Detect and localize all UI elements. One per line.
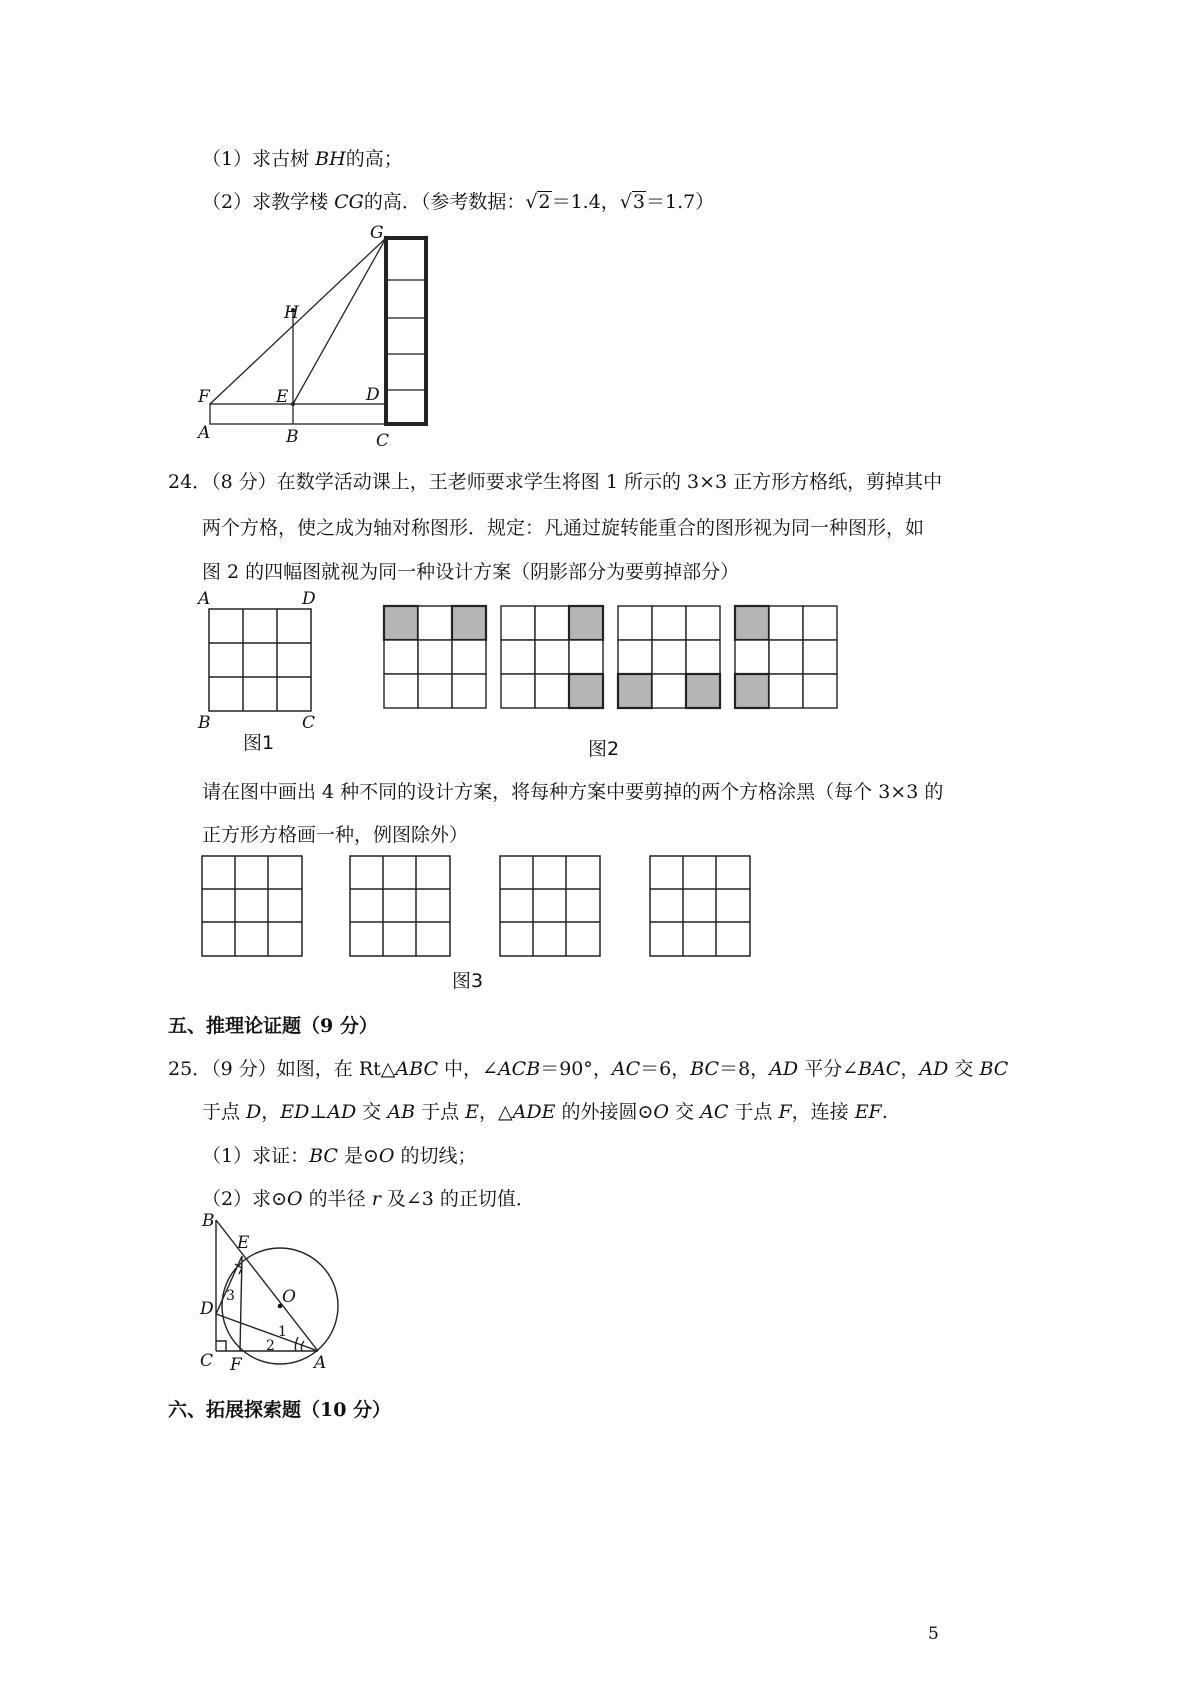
q25-label-C: C: [200, 1351, 214, 1371]
fig3-grid-1[interactable]: [202, 856, 302, 956]
fig2-shaded-cell: [686, 674, 720, 708]
page-number: 5: [928, 1624, 939, 1644]
q23-part2: （2）求教学楼 CG的高．（参考数据：√2＝1.4，√3＝1.7）: [202, 191, 715, 213]
label-E: E: [276, 387, 289, 407]
fig2-cell: [501, 640, 535, 674]
q23-figure: [190, 222, 450, 454]
q24-figure2: [380, 602, 840, 714]
fig3-grid-3[interactable]: [500, 856, 600, 956]
fig2-cell: [686, 640, 720, 674]
fig1-label-C: C: [302, 713, 316, 733]
fig3-grid-4[interactable]: [650, 856, 750, 956]
fig2-cell: [652, 674, 686, 708]
q24-line1: 24．（8 分）在数学活动课上，王老师要求学生将图 1 所示的 3×3 正方形方格纸，剪掉其中: [168, 471, 943, 493]
q25-part1: （1）求证：BC 是⊙O 的切线；: [202, 1145, 477, 1167]
fig2-cell: [384, 674, 418, 708]
fig2-cell: [652, 606, 686, 640]
fig2-cell: [501, 606, 535, 640]
fig2-cell: [769, 640, 803, 674]
fig2-cell: [803, 606, 837, 640]
angle-3-label: 3: [226, 1288, 235, 1304]
fig1-label-D: D: [302, 590, 316, 609]
q25-label-E: E: [237, 1233, 250, 1253]
label-F: F: [198, 387, 210, 407]
q24-line3: 图 2 的四幅图就视为同一种设计方案（阴影部分为要剪掉部分）: [202, 561, 740, 583]
fig3-caption: 图3: [452, 970, 484, 992]
fig2-cell: [535, 640, 569, 674]
fig2-cell: [535, 674, 569, 708]
fig3-grid-2[interactable]: [350, 856, 450, 956]
fig2-grid-1: [384, 606, 486, 708]
fig2-cell: [501, 674, 535, 708]
fig1-caption: 图1: [243, 732, 275, 754]
fig2-cell: [618, 640, 652, 674]
q25-label-F: F: [230, 1355, 242, 1375]
fig1-label-A: A: [198, 590, 211, 609]
angle-2-label: 2: [266, 1338, 275, 1354]
label-D: D: [366, 385, 380, 405]
section5-title: 五、推理论证题（9 分）: [168, 1015, 378, 1037]
label-H: H: [284, 303, 299, 323]
fig2-shaded-cell: [569, 606, 603, 640]
fig2-cell: [735, 640, 769, 674]
fig2-cell: [652, 640, 686, 674]
fig2-cell: [418, 640, 452, 674]
label-A: A: [198, 423, 211, 443]
fig2-cell: [803, 674, 837, 708]
fig2-cell: [418, 674, 452, 708]
fig2-shaded-cell: [618, 674, 652, 708]
fig2-cell: [618, 606, 652, 640]
fig2-cell: [384, 640, 418, 674]
q25-line1: 25．（9 分）如图，在 Rt△ABC 中，∠ACB＝90°，AC＝6，BC＝8，AD 平分∠BAC，AD 交 BC: [168, 1058, 1009, 1080]
fig2-cell: [452, 674, 486, 708]
q24-figure3: [196, 852, 756, 962]
q25-label-D: D: [200, 1299, 214, 1319]
fig2-cell: [569, 640, 603, 674]
q25-label-A: A: [314, 1353, 327, 1373]
q25-label-O: O: [282, 1287, 296, 1307]
fig2-grid-4: [735, 606, 837, 708]
q25-label-B: B: [202, 1211, 215, 1231]
fig2-cell: [418, 606, 452, 640]
fig2-shaded-cell: [735, 674, 769, 708]
fig2-cell: [803, 640, 837, 674]
fig2-shaded-cell: [569, 674, 603, 708]
fig2-shaded-cell: [452, 606, 486, 640]
fig2-shaded-cell: [735, 606, 769, 640]
q24-line5: 正方形方格画一种，例图除外）: [202, 824, 469, 846]
fig2-cell: [686, 606, 720, 640]
q25-figure: [190, 1210, 360, 1376]
platform-rect: [210, 404, 386, 424]
building: [386, 238, 426, 424]
fig2-grid-3: [618, 606, 720, 708]
q23-part1: （1）求古树 BH的高；: [202, 148, 403, 170]
label-G: G: [370, 223, 384, 243]
q25-part2: （2）求⊙O 的半径 r 及∠3 的正切值．: [202, 1188, 535, 1210]
fig1-label-B: B: [198, 713, 211, 733]
fig2-cell: [452, 640, 486, 674]
q24-line2: 两个方格，使之成为轴对称图形．规定：凡通过旋转能重合的图形视为同一种图形，如: [202, 517, 925, 539]
q24-line4: 请在图中画出 4 种不同的设计方案，将每种方案中要剪掉的两个方格涂黑（每个 3×3 的: [202, 781, 944, 803]
section6-title: 六、拓展探索题（10 分）: [168, 1399, 392, 1421]
label-B: B: [286, 427, 299, 447]
angle-1-label: 1: [278, 1324, 287, 1340]
fig2-cell: [535, 606, 569, 640]
fig2-cell: [769, 674, 803, 708]
fig2-shaded-cell: [384, 606, 418, 640]
fig2-caption: 图2: [588, 738, 620, 760]
label-C: C: [376, 431, 390, 451]
q25-line2: 于点 D，ED⊥AD 交 AB 于点 E，△ADE 的外接圆⊙O 交 AC 于点 F，连接 EF.: [202, 1101, 888, 1123]
fig2-grid-2: [501, 606, 603, 708]
fig2-cell: [769, 606, 803, 640]
